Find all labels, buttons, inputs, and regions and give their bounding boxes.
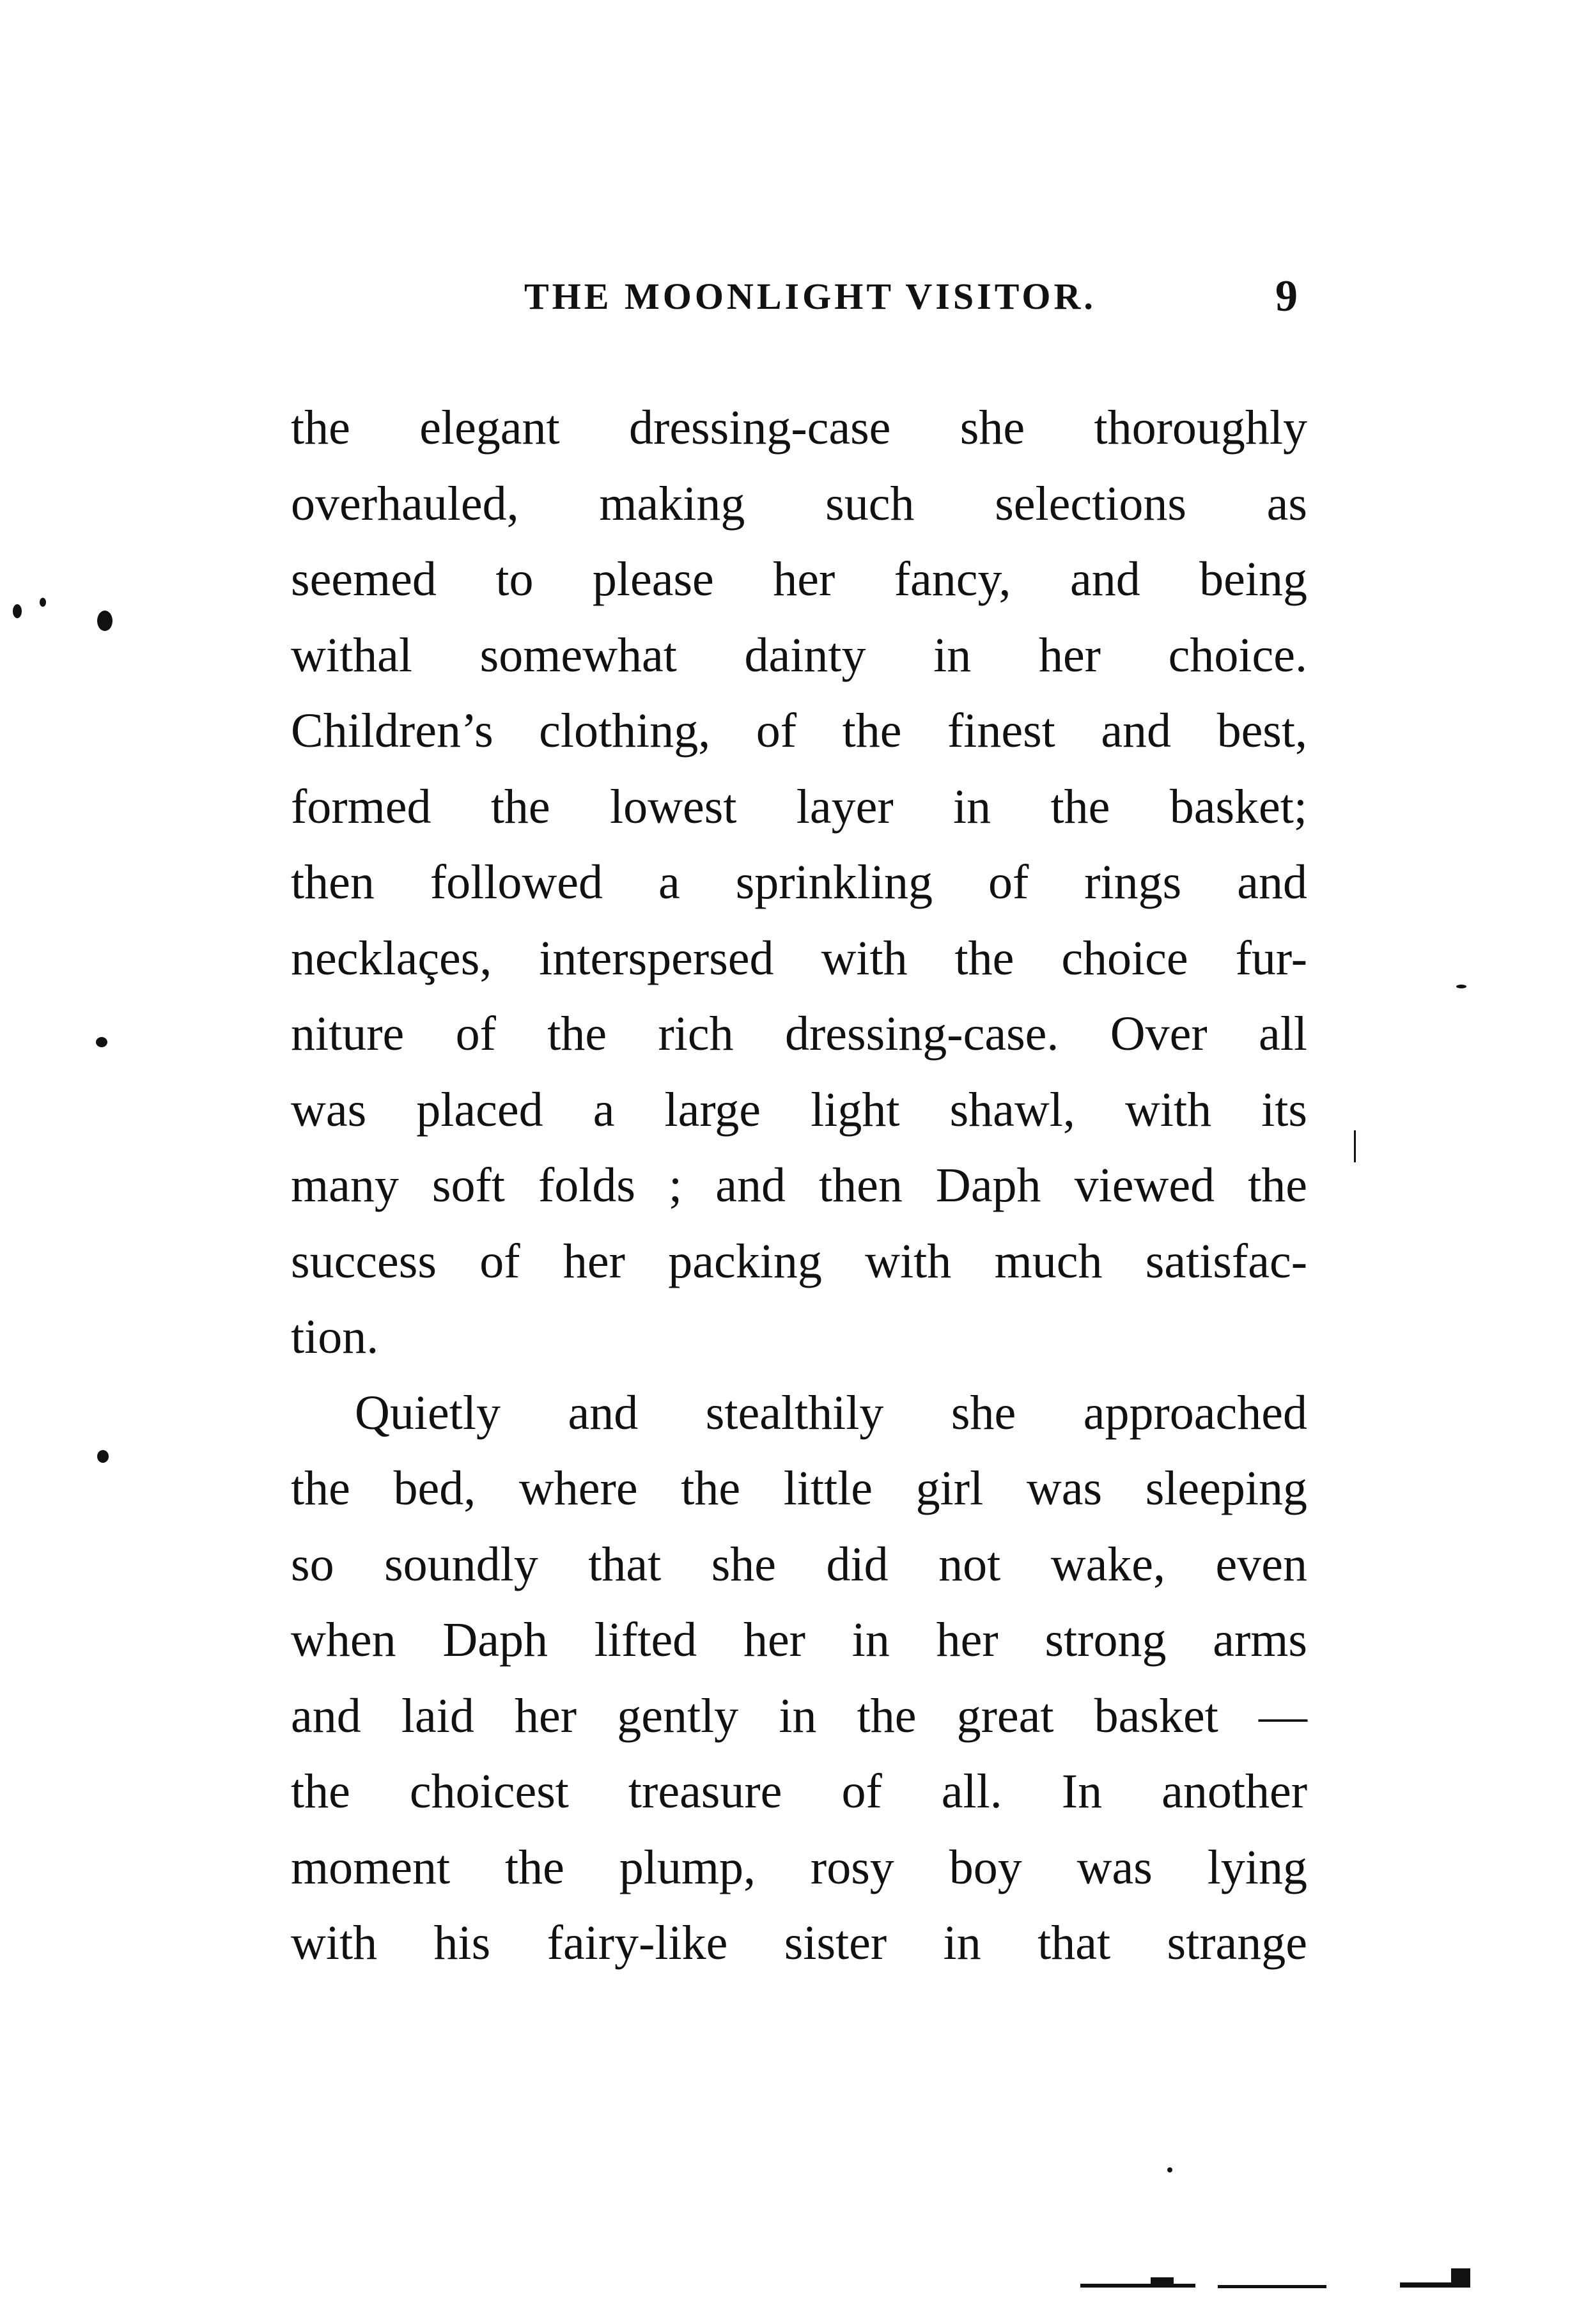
text-line: formed the lowest layer in the basket;: [291, 779, 1307, 834]
ink-speck: [1167, 2167, 1172, 2172]
paragraph: [291, 1375, 1307, 1981]
page-number: 9: [1275, 272, 1298, 321]
bottom-scan-bar: [1218, 2285, 1326, 2288]
ink-speck: [96, 1037, 107, 1047]
text-line: so soundly that she did not wake, even: [291, 1537, 1307, 1591]
body-text: [291, 390, 1307, 1981]
text-line: and laid her gently in the great basket —: [291, 1688, 1307, 1743]
text-line: moment the plump, rosy boy was lying: [291, 1840, 1307, 1894]
bottom-scan-bar: [1151, 2277, 1174, 2284]
running-title: THE MOONLIGHT VISITOR.: [524, 276, 1096, 317]
paragraph: [291, 390, 1307, 1375]
ink-speck: [13, 604, 22, 618]
text-line: necklaçes, interspersed with the choice fur-: [291, 931, 1307, 985]
running-head: [294, 272, 1310, 326]
text-line: was placed a large light shawl, with its: [291, 1082, 1307, 1137]
ink-speck: [97, 1450, 109, 1463]
ink-speck: [40, 598, 46, 607]
text-line: Children’s clothing, of the finest and best,: [291, 704, 1307, 758]
text-line: the bed, where the little girl was sleeping: [291, 1462, 1307, 1515]
text-line: when Daph lifted her in her strong arms: [291, 1613, 1307, 1667]
text-line: withal somewhat dainty in her choice.: [291, 628, 1307, 682]
text-line: many soft folds ; and then Daph viewed the: [291, 1158, 1307, 1212]
text-line: the choicest treasure of all. In another: [291, 1765, 1307, 1818]
ink-speck: [97, 611, 113, 631]
text-line: the elegant dressing-case she thoroughly: [291, 401, 1307, 455]
ink-speck: [1456, 985, 1466, 988]
text-line: niture of the rich dressing-case. Over all: [291, 1007, 1307, 1061]
margin-mark: [1354, 1130, 1356, 1162]
text-line: success of her packing with much satisfac-: [291, 1234, 1307, 1288]
text-line: Quietly and stealthily she approached: [355, 1385, 1307, 1440]
text-line: seemed to please her fancy, and being: [291, 552, 1307, 606]
text-line: overhauled, making such selections as: [291, 476, 1307, 531]
bottom-scan-bar: [1451, 2268, 1470, 2288]
text-line: with his fairy-like sister in that strange: [291, 1916, 1307, 1970]
text-line: tion.: [291, 1310, 379, 1364]
bottom-scan-bar: [1080, 2284, 1195, 2288]
text-line: then followed a sprinkling of rings and: [291, 855, 1307, 909]
